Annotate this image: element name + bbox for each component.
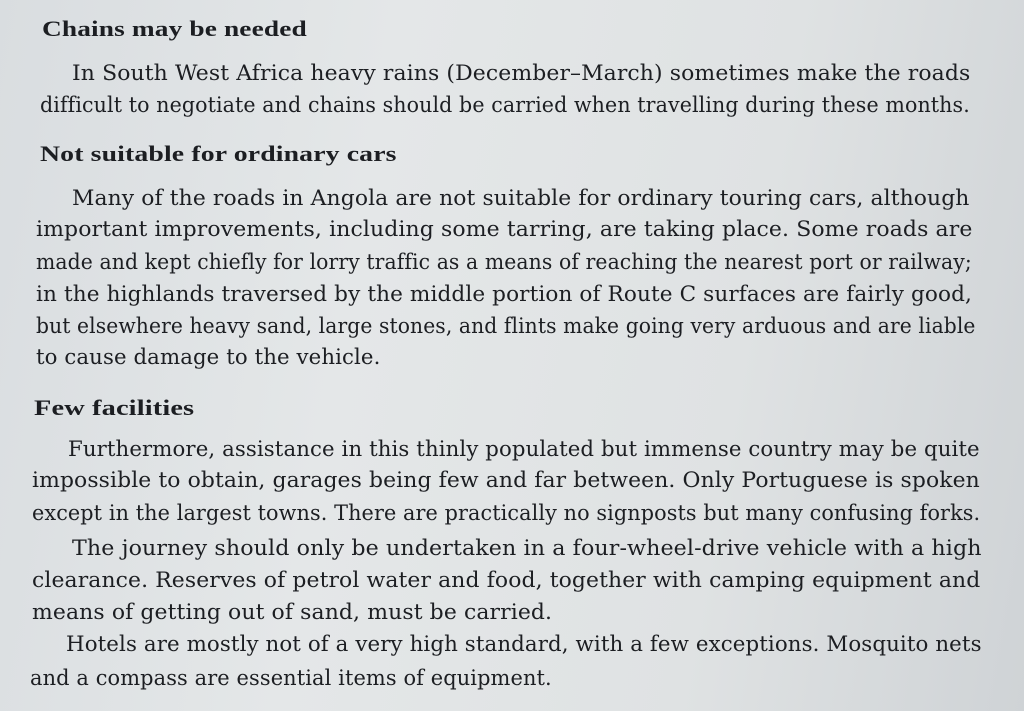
text-line: important improvements, including some tarring, are taking place. Some roads are [36, 217, 973, 241]
text-line: means of getting out of sand, must be carried. [32, 600, 553, 624]
text-line: in the highlands traversed by the middle portion of Route C surfaces are fairly good, [36, 282, 972, 306]
text-line: Furthermore, assistance in this thinly populated but immense country may be quite [68, 437, 980, 461]
text-line: impossible to obtain, garages being few and far between. Only Portuguese is spoken [32, 468, 980, 492]
text-line: made and kept chiefly for lorry traffic as a means of reaching the nearest port or railway; [36, 250, 972, 274]
text-line: The journey should only be undertaken in a four-wheel-drive vehicle with a high [72, 536, 982, 560]
text-line: and a compass are essential items of equipment. [30, 666, 552, 690]
section-heading-few-facilities: Few facilities [34, 395, 195, 420]
text-line: to cause damage to the vehicle. [36, 345, 381, 369]
section-heading-not-suitable: Not suitable for ordinary cars [40, 141, 397, 166]
text-line: but elsewhere heavy sand, large stones, and flints make going very arduous and are liable [36, 314, 976, 338]
text-line: Many of the roads in Angola are not suitable for ordinary touring cars, although [72, 186, 970, 210]
text-line: clearance. Reserves of petrol water and food, together with camping equipment and [32, 568, 981, 592]
text-line: difficult to negotiate and chains should be carried when travelling during these months. [40, 93, 970, 117]
section-heading-chains: Chains may be needed [42, 16, 307, 41]
text-line: In South West Africa heavy rains (December–March) sometimes make the roads [72, 61, 971, 85]
text-line: Hotels are mostly not of a very high standard, with a few exceptions. Mosquito nets [66, 632, 982, 656]
text-line: except in the largest towns. There are practically no signposts but many confusing forks. [32, 501, 981, 525]
